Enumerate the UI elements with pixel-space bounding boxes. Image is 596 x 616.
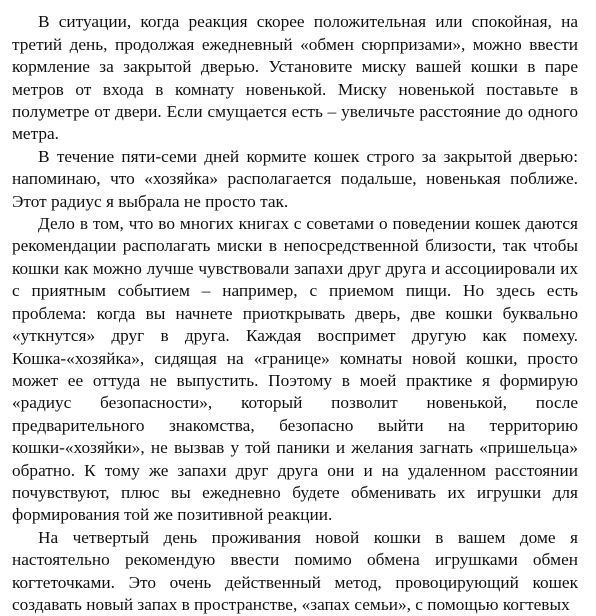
paragraph-cut-top bbox=[12, 0, 578, 11]
text-body bbox=[12, 0, 578, 616]
paragraph-third-day-feeding: В ситуации, когда реакция скорее положительная или спокойная, на третий день, продолжая ежедневный «обмен сюрпризами», можно ввести кормление за закрытой дверью. Установите миску вашей кошки в паре метров от входа в комнату новенькой. Миску новенькой поставьте в полуметре от двери. Если смущается есть – увеличьте расстояние до одного метра. bbox=[12, 12, 578, 144]
paragraph-safety-radius: Дело в том, что во многих книгах с советами о поведении кошек даются рекомендации располагать миски в непосредственной близости, так чтобы кошки как можно лучше чувствовали запахи друг друга и ассоциировали их с приятным событием – например, с приемом пищи. Но здесь есть проблема: когда вы начнете приоткрывать дверь, две кошки буквально «уткнутся» друг в друга. Каждая воспримет другую как помеху. Кошка-«хозяйка», сидящая на «границе» комнаты новой кошки, просто может ее оттуда не выпустить. Поэтому в моей практике я формирую «радиус безопасности», который позволит новенькой, после предварительного знакомства, безопасно выйти на территорию кошки-«хозяйки», не вызвав у той паники и желания загнать «пришельца» обратно. К тому же запахи друг друга они и на удаленном расстоянии почувствуют, плюс вы ежедневно будете обменивать их игрушки для формирования той же позитивной реакции. bbox=[12, 214, 578, 525]
paragraph-closed-door-feeding: В течение пяти-семи дней кормите кошек строго за закрытой дверью: напоминаю, что «хозяйка» располагается подальше, новенькая поближе. Этот радиус я выбрала не просто так. bbox=[12, 146, 578, 211]
paragraph-scratching-posts: На четвертый день проживания новой кошки в вашем доме я настоятельно рекомендую ввести помимо обмена игрушками обмен когтеточками. Это очень действенный метод, провоцирующий кошек создавать новый запах в пространстве, «запах семьи», с помощью когтевых bbox=[12, 527, 578, 614]
